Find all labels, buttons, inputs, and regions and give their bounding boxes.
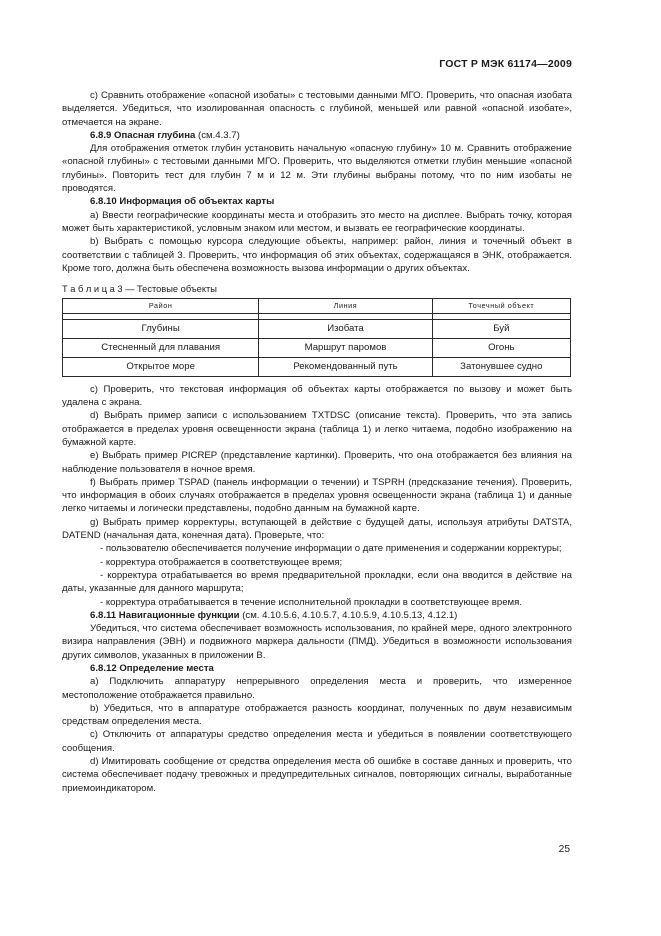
table-row xyxy=(63,319,571,338)
paragraph-c-isobath: c) Сравнить отображение «опасной изобаты» с тестовыми данными МГО. Проверить, что опасная изобата выделяется. Убедиться, что изолированная опасность с глубиной, меньшей или равной «опасной изобате», отмечается на экране. xyxy=(62,90,572,128)
paragraph-d: d) Выбрать пример записи с использованием TXTDSC (описание текста). Проверить, что эта запись отображается в пределах уровня освещенности экрана (таблица 1) и легко читаема, подобно изображению на бумажной карте. xyxy=(62,410,572,448)
list-item: - пользователю обеспечивается получение информации о дате применения и содержании корректуры; xyxy=(100,543,562,555)
table-cell: Маршрут паромов xyxy=(259,338,432,357)
section-heading-6-8-9 xyxy=(62,129,572,142)
table-header-cell: Линия xyxy=(259,299,432,313)
table-cell: Стесненный для плавания xyxy=(63,338,259,357)
page-number: 25 xyxy=(558,844,570,855)
table-header-row xyxy=(63,299,571,313)
paragraph-g: g) Выбрать пример корректуры, вступающей в действие с будущей даты, используя атрибуты DATSTA, DATEND (начальная дата, конечная дата). Проверьте, что: xyxy=(62,516,572,542)
section-heading-6-8-11 xyxy=(62,609,572,622)
paragraph-6-8-9: Для отображения отметок глубин установить начальную «опасную глубину» 10 м. Сравнить отображение «опасной глубины» с тестовыми данными МГО. Проверить, что выделяются отметки глубин меньшие «опасной глубины». Повторить тест для глубин 7 м и 12 м. Эти глубины выбраны потому, что по ним изобаты не проводятся. xyxy=(62,143,572,195)
table-row xyxy=(63,338,571,357)
table-header-cell: Район xyxy=(63,299,259,313)
table-cell: Буй xyxy=(432,319,570,338)
list-item: - корректура отрабатывается в течение исполнительной прокладки в соответствующее время. xyxy=(100,596,523,608)
paragraph-6-8-10-b: b) Выбрать с помощью курсора следующие объекты, например: район, линия и точечный объект в соответствии с таблицей 3. Проверить, что информация об этих объектах, содержащаяся в ЭНК, отображается. Кроме того, должна быть обеспечена возможность вызова информации о других объектах. xyxy=(62,236,572,274)
document-body xyxy=(62,89,572,795)
paragraph-c-text-info: c) Проверить, что текстовая информация об объектах карты отображается по вызову и может быть удалена с экрана. xyxy=(62,383,572,409)
paragraph-6-8-12-d: d) Имитировать сообщение от средства определения места об ошибке в составе данных и проверить, что система обеспечивает подачу тревожных и предупредительных сигналов, повторяющих сигналы, выработанные приемоиндикатором. xyxy=(62,756,572,794)
table-cell: Затонувшее судно xyxy=(432,357,570,376)
section-heading-6-8-11-ref: (см. 4.10.5.6, 4.10.5.7, 4.10.5.9, 4.10.5.13, 4.12.1) xyxy=(239,609,458,621)
section-heading-6-8-10: 6.8.10 Информация об объектах карты xyxy=(90,196,275,208)
table-cell: Глубины xyxy=(63,319,259,338)
table-header-cell: Точечный объект xyxy=(432,299,570,313)
table-cell: Изобата xyxy=(259,319,432,338)
section-heading-6-8-11-title: 6.8.11 Навигационные функции xyxy=(90,609,240,621)
paragraph-e: e) Выбрать пример PICREP (представление картинки). Проверить, что она отображается без влияния на наблюдение пользователя в ночное время. xyxy=(62,450,572,475)
section-heading-6-8-12: 6.8.12 Определение места xyxy=(90,662,214,674)
paragraph-6-8-12-a: a) Подключить аппаратуру непрерывного определения места и проверить, что измеренное местоположение отображается правильно. xyxy=(62,676,572,701)
paragraph-6-8-12-b: b) Убедиться, что в аппаратуре отображается разность координат, полученных по двум независимым средствам определения места. xyxy=(62,702,572,728)
test-objects-table xyxy=(62,298,571,376)
table-row xyxy=(63,357,571,376)
list-item: - корректура отрабатывается во время предварительной прокладки, если она вводится в действие на даты, указанные для данного маршрута; xyxy=(62,569,572,595)
paragraph-6-8-12-c: c) Отключить от аппаратуры средство определения места и убедиться в появлении соответствующего сообщения. xyxy=(62,729,572,754)
section-heading-6-8-9-title: 6.8.9 Опасная глубина xyxy=(90,129,196,141)
section-heading-6-8-9-ref: (см.4.3.7) xyxy=(195,129,240,141)
paragraph-f: f) Выбрать пример TSPAD (панель информации о течении) и TSPRH (предсказание течения). Проверить, что информация в обоих случаях отображается в пределах уровня освещенности экрана (таблица 1) и данные легко читаемы и логически представлены, подобно данным на бумажной карте. xyxy=(62,476,572,515)
document-header: ГОСТ Р МЭК 61174—2009 xyxy=(439,58,572,70)
paragraph-6-8-10-a: a) Ввести географические координаты места и отобразить это место на дисплее. Выбрать точку, которая может быть характеристикой, условным знаком или местом, и вызвать ее географические координаты. xyxy=(62,209,572,234)
table-cell: Огонь xyxy=(432,338,570,357)
table-cell: Открытое море xyxy=(63,357,259,376)
table-caption: Т а б л и ц а 3 — Тестовые объекты xyxy=(62,284,217,295)
table-cell: Рекомендованный путь xyxy=(259,357,432,376)
paragraph-6-8-11: Убедиться, что система обеспечивает возможность использования, по крайней мере, одного электронного визира направления (ЭВН) и подвижного маркера дальности (ПМД). Убедиться в возможности использования других символов, указанных в приложении В. xyxy=(62,623,572,661)
list-item: - корректура отображается в соответствующее время; xyxy=(100,556,343,568)
